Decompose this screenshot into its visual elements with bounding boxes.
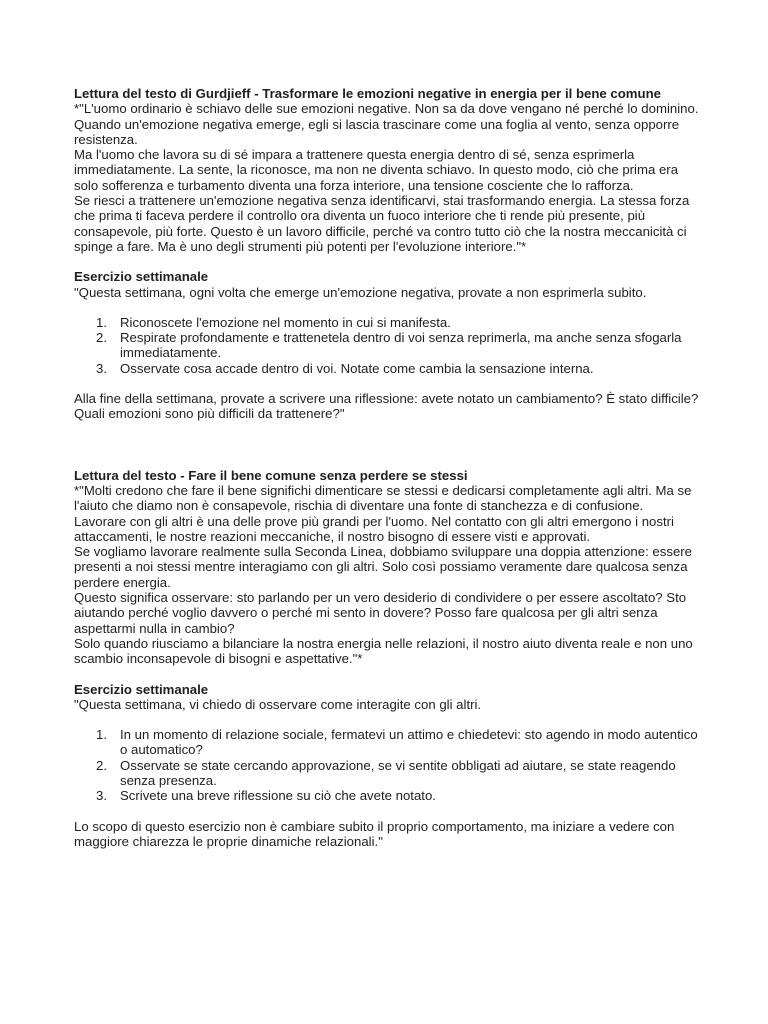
exercise-intro: "Questa settimana, ogni volta che emerge un'emozione negativa, provate a non esprimerla subito. xyxy=(74,284,647,300)
list-number: 1. xyxy=(96,314,107,330)
section-title: Lettura del testo di Gurdjieff - Trasformare le emozioni negative in energia per il bene comune xyxy=(74,86,661,101)
document-page xyxy=(74,86,704,849)
list-number: 2. xyxy=(96,757,107,773)
exercise-title: Esercizio settimanale xyxy=(74,269,209,285)
paragraph: Se vogliamo lavorare realmente sulla Seconda Linea, dobbiamo sviluppare una doppia attenzione: essere presenti a noi stessi mentre interagiamo con gli altri. Solo così possiamo veramente dare qualcosa senza perdere energia. xyxy=(74,544,693,590)
list-item xyxy=(74,788,704,803)
list-number: 3. xyxy=(96,788,107,804)
reading-section-bene-comune xyxy=(74,468,704,667)
exercise-closing: Alla fine della settimana, provate a scrivere una riflessione: avete notato un cambiamento? È stato difficile? Quali emozioni sono più difficili da trattenere?" xyxy=(74,391,699,422)
paragraph: Lavorare con gli altri è una delle prove più grandi per l'uomo. Nel contatto con gli altri emergono i nostri attaccamenti, le nostre reazioni meccaniche, il nostro bisogno di essere visti e approvati. xyxy=(74,513,674,544)
paragraph: Solo quando riusciamo a bilanciare la nostra energia nelle relazioni, il nostro aiuto diventa reale e non uno scambio inconsapevole di bisogni e aspettative."* xyxy=(74,635,693,667)
list-item xyxy=(74,330,704,361)
list-number: 2. xyxy=(96,330,107,346)
paragraph: Questo significa osservare: sto parlando per un vero desiderio di condividere o per essere ascoltato? Sto aiutando perché voglio davvero o perché mi sento in dovere? Posso fare qualcosa per gli altri senza aspettarmi nulla in cambio? xyxy=(74,590,687,636)
exercise-intro: "Questa settimana, vi chiedo di osservare come interagite con gli altri. xyxy=(74,696,482,712)
paragraph: Ma l'uomo che lavora su di sé impara a trattenere questa energia dentro di sé, senza esprimerla immediatamente. La sente, la riconosce, ma non ne diventa schiavo. In questo modo, ciò che prima era solo sofferenza e turbamento diventa una forza interiore, una tensione cosciente che lo rafforza. xyxy=(74,147,679,193)
weekly-exercise-2 xyxy=(74,682,704,850)
list-item xyxy=(74,727,704,758)
reading-section-gurdjieff xyxy=(74,86,704,254)
exercise-title: Esercizio settimanale xyxy=(74,681,209,697)
list-number: 1. xyxy=(96,727,107,743)
list-item-text: In un momento di relazione sociale, fermatevi un attimo e chiedetevi: sto agendo in modo autentico o automatico? xyxy=(120,727,698,758)
exercise-closing: Lo scopo di questo esercizio non è cambiare subito il proprio comportamento, ma iniziare a vedere con maggiore chiarezza le proprie dinamiche relazionali." xyxy=(74,818,675,849)
exercise-steps-list xyxy=(74,727,704,803)
exercise-steps-list xyxy=(74,315,704,376)
list-item xyxy=(74,361,704,376)
list-item-text: Scrivete una breve riflessione su ciò che avete notato. xyxy=(120,788,436,804)
list-item-text: Osservate se state cercando approvazione, se vi sentite obbligati ad aiutare, se state reagendo senza presenza. xyxy=(120,757,676,788)
paragraph: *"L'uomo ordinario è schiavo delle sue emozioni negative. Non sa da dove vengano né perché lo dominino. Quando un'emozione negativa emerge, egli si lascia trascinare come una foglia al vento, senza opporre resistenza. xyxy=(74,101,699,147)
list-item-text: Riconoscete l'emozione nel momento in cui si manifesta. xyxy=(120,314,451,330)
list-item xyxy=(74,315,704,330)
list-item xyxy=(74,758,704,789)
paragraph: *"Molti credono che fare il bene significhi dimenticare se stessi e dedicarsi completamente agli altri. Ma se l'aiuto che diamo non è consapevole, rischia di diventare una fonte di stanchezza e di confusione. xyxy=(74,482,692,514)
list-item-text: Osservate cosa accade dentro di voi. Notate come cambia la sensazione interna. xyxy=(120,360,594,376)
paragraph: Se riesci a trattenere un'emozione negativa senza identificarvi, stai trasformando energia. La stessa forza che prima ti faceva perdere il controllo ora diventa un fuoco interiore che ti rende più presente, più consapevole, più forte. Questo è un lavoro difficile, perché va contro tutto ciò che la nostra meccanicità ci spinge a fare. Ma è uno degli strumenti più potenti per l'evoluzione interiore."* xyxy=(74,193,690,254)
section-title: Lettura del testo - Fare il bene comune senza perdere se stessi xyxy=(74,467,468,483)
list-number: 3. xyxy=(96,360,107,376)
list-item-text: Respirate profondamente e trattenetela dentro di voi senza reprimerla, ma anche senza sfogarla immediatamente. xyxy=(120,330,682,361)
weekly-exercise-1 xyxy=(74,269,704,421)
